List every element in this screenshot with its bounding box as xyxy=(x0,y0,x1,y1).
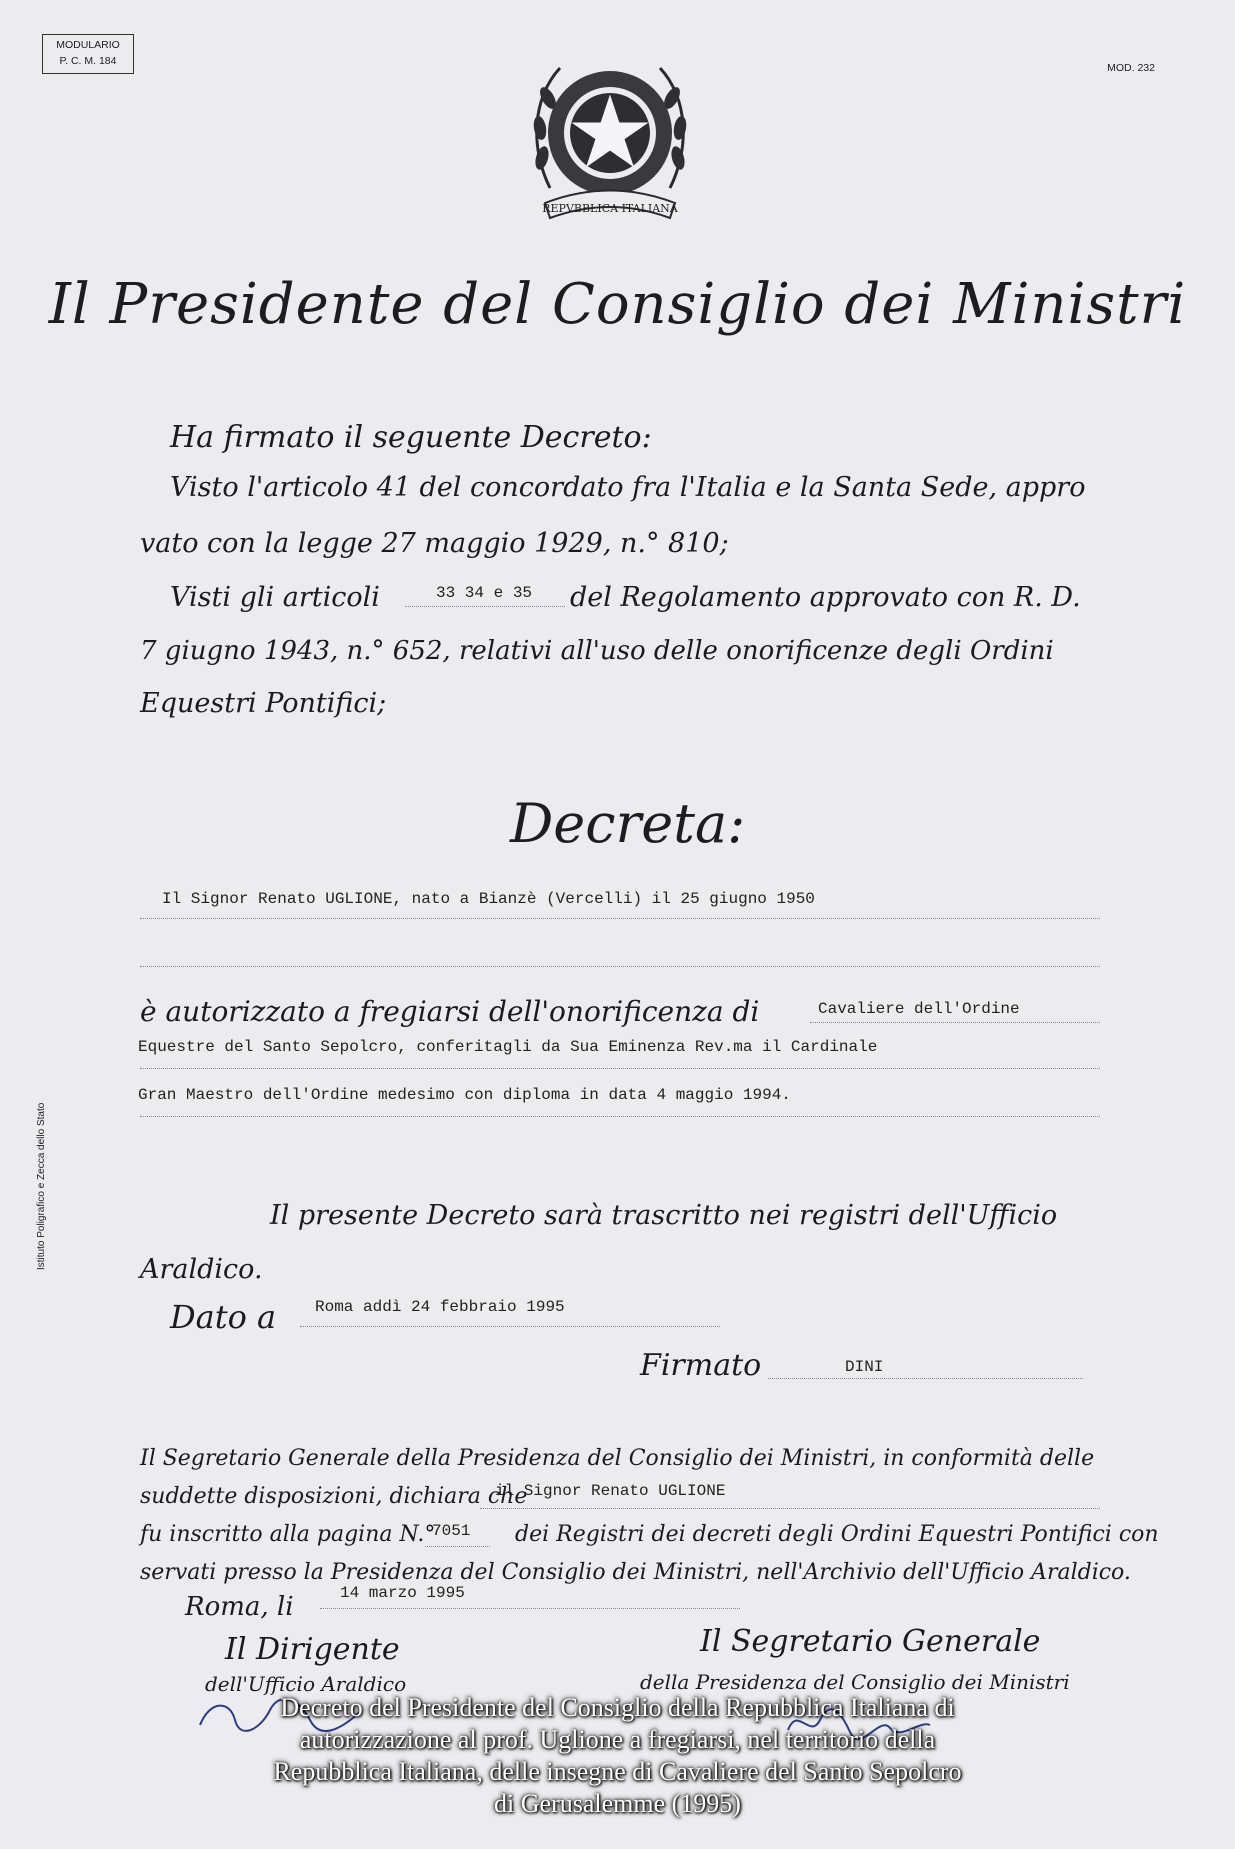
modulario-line1: MODULARIO xyxy=(56,39,120,51)
dotted-line xyxy=(140,966,1100,967)
emblem-icon xyxy=(520,38,700,248)
caption-line3: Repubblica Italiana, delle insegne di Cavaliere del Santo Sepolcro xyxy=(273,1757,962,1786)
dato-label: Dato a xyxy=(170,1298,277,1336)
transcription-line2: Araldico. xyxy=(140,1254,263,1285)
dato-value: Roma addì 24 febbraio 1995 xyxy=(315,1298,565,1316)
secretary-person: il Signor Renato UGLIONE xyxy=(495,1482,726,1500)
secretary-line4: servati presso la Presidenza del Consiglio dei Ministri, nell'Archivio dell'Ufficio Araldico. xyxy=(140,1560,1131,1585)
caption-line4: di Gerusalemme (1995) xyxy=(494,1789,741,1818)
dotted-line xyxy=(425,1546,490,1547)
roma-label: Roma, li xyxy=(185,1592,294,1622)
transcription-line1: Il presente Decreto sarà trascritto nei registri dell'Ufficio xyxy=(270,1200,1058,1231)
dotted-line xyxy=(140,918,1100,919)
right-signatory-title: Il Segretario Generale xyxy=(700,1624,1041,1659)
preamble-line6: Equestri Pontifici; xyxy=(140,688,387,719)
image-caption xyxy=(0,1692,1235,1820)
dotted-line xyxy=(140,1116,1100,1117)
caption-line2: autorizzazione al prof. Uglione a fregiarsi, nel territorio della xyxy=(299,1725,936,1754)
dotted-line xyxy=(810,1022,1100,1023)
honor-line2: Equestre del Santo Sepolcro, conferitagli da Sua Eminenza Rev.ma il Cardinale xyxy=(138,1038,878,1056)
dotted-line xyxy=(405,606,565,607)
left-signatory-sub: dell'Ufficio Araldico xyxy=(205,1672,407,1696)
decreta-heading: Decreta: xyxy=(510,792,746,855)
dotted-line xyxy=(320,1608,740,1609)
firmato-label: Firmato xyxy=(640,1348,762,1383)
dotted-line xyxy=(140,1068,1100,1069)
preamble-line3: vato con la legge 27 maggio 1929, n.° 810; xyxy=(140,528,729,559)
secretary-line3-a: fu inscritto alla pagina N.° xyxy=(140,1522,436,1547)
modulario-line2: P. C. M. 184 xyxy=(59,55,117,67)
authorized-text: è autorizzato a fregiarsi dell'onorificenza di xyxy=(140,995,760,1028)
preamble-line1: Ha firmato il seguente Decreto: xyxy=(170,420,652,455)
secretary-line3-b: dei Registri dei decreti degli Ordini Equestri Pontifici con xyxy=(515,1522,1159,1547)
preamble-line4-b: del Regolamento approvato con R. D. xyxy=(570,582,1081,613)
modulario-box xyxy=(42,34,134,74)
caption-line1: Decreto del Presidente del Consiglio della Repubblica Italiana di xyxy=(280,1693,955,1722)
dotted-line xyxy=(768,1378,1083,1379)
preamble-line5: 7 giugno 1943, n.° 652, relativi all'uso delle onorificenze degli Ordini xyxy=(140,636,1054,666)
preamble-line2: Visto l'articolo 41 del concordato fra l'Italia e la Santa Sede, appro xyxy=(170,472,1086,503)
register-page: 7051 xyxy=(432,1522,471,1540)
left-signatory-title: Il Dirigente xyxy=(225,1632,400,1667)
secretary-line2: suddette disposizioni, dichiara che xyxy=(140,1484,528,1509)
secretary-line1: Il Segretario Generale della Presidenza del Consiglio dei Ministri, in conformità delle xyxy=(140,1446,1095,1471)
firmato-value: DINI xyxy=(845,1358,884,1376)
dotted-line xyxy=(300,1326,720,1327)
side-print: Istituto Poligrafico e Zecca dello Stato xyxy=(36,1102,47,1270)
honor-line1: Cavaliere dell'Ordine xyxy=(818,1000,1020,1018)
preamble-line4-a: Visti gli articoli xyxy=(170,582,380,613)
honor-line3: Gran Maestro dell'Ordine medesimo con diploma in data 4 maggio 1994. xyxy=(138,1086,791,1104)
person-line: Il Signor Renato UGLIONE, nato a Bianzè (Vercelli) il 25 giugno 1950 xyxy=(162,890,815,908)
emblem-text: REPVBBLICA ITALIANA xyxy=(542,202,678,215)
page-title: Il Presidente del Consiglio dei Ministri xyxy=(48,272,1187,337)
right-signatory-sub: della Presidenza del Consiglio dei Ministri xyxy=(640,1670,1070,1694)
mod-code: MOD. 232 xyxy=(1107,62,1155,74)
dotted-line xyxy=(480,1508,1100,1509)
articles-value: 33 34 e 35 xyxy=(436,584,533,602)
roma-date: 14 marzo 1995 xyxy=(340,1584,465,1602)
